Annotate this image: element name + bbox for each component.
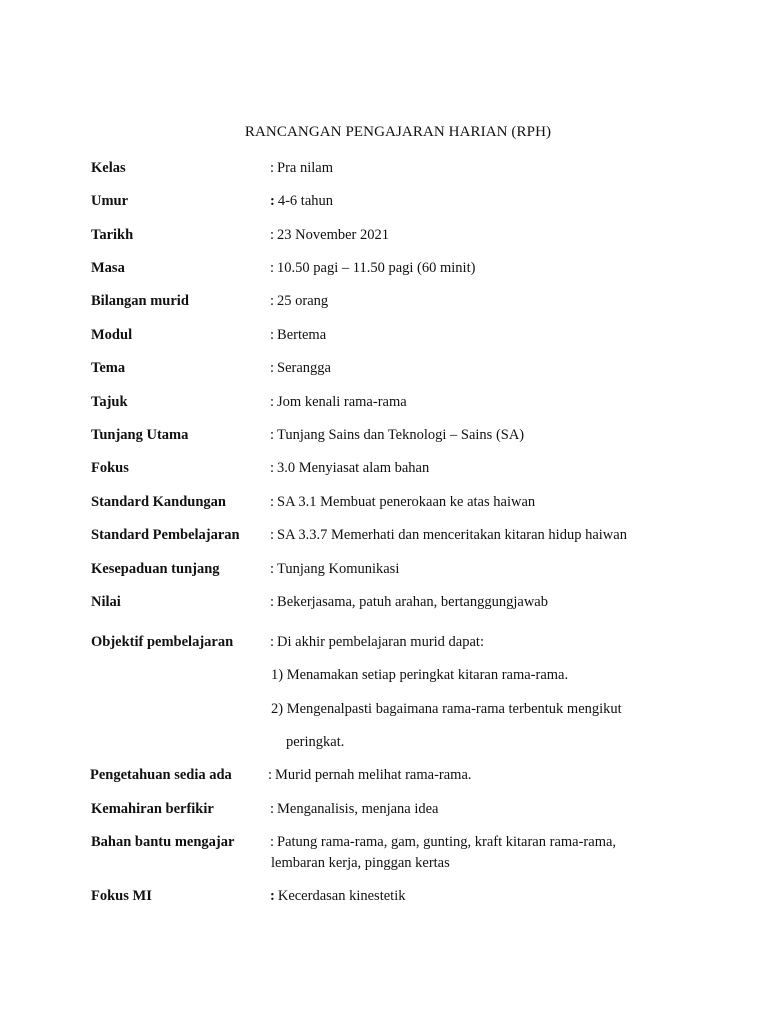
document-title: RANCANGAN PENGAJARAN HARIAN (RPH) — [244, 124, 552, 140]
field-value: : Murid pernah melihat rama-rama. — [268, 767, 472, 783]
field-row-objektif — [0, 634, 768, 656]
field-label: Nilai — [91, 594, 121, 610]
field-row-fokus-mi — [0, 888, 768, 910]
field-row-umur — [0, 193, 768, 215]
field-row-nilai — [0, 594, 768, 616]
field-row-bahan — [0, 834, 768, 856]
field-row-masa — [0, 260, 768, 282]
field-value: : Kecerdasan kinestetik — [270, 888, 406, 904]
field-label: Fokus — [91, 460, 129, 476]
field-value: : 25 orang — [270, 293, 329, 309]
objektif-item-2: 2) Mengenalpasti bagaimana rama-rama terbentuk mengikut — [271, 701, 622, 717]
field-label: Bahan bantu mengajar — [91, 834, 235, 850]
field-row-tunjang-utama — [0, 427, 768, 449]
field-label: Standard Pembelajaran — [91, 527, 240, 543]
field-row-fokus — [0, 460, 768, 482]
field-label: Tema — [91, 360, 126, 376]
field-value: : Di akhir pembelajaran murid dapat: — [270, 634, 484, 650]
field-value: : Pra nilam — [270, 160, 334, 176]
field-value: : Patung rama-rama, gam, gunting, kraft kitaran rama-rama, — [270, 834, 617, 850]
field-row-bilangan-murid — [0, 293, 768, 315]
field-value: : 23 November 2021 — [270, 227, 389, 243]
field-row-tajuk — [0, 394, 768, 416]
field-label: Umur — [91, 193, 129, 209]
field-value: : Bertema — [270, 327, 327, 343]
field-label: Tajuk — [91, 394, 128, 410]
field-row-tarikh — [0, 227, 768, 249]
bahan-continued: lembaran kerja, pinggan kertas — [271, 855, 450, 871]
field-label: Pengetahuan sedia ada — [90, 767, 232, 783]
field-row-kesepaduan-tunjang — [0, 561, 768, 583]
field-label: Kemahiran berfikir — [91, 801, 214, 817]
objektif-item-2-continued: peringkat. — [286, 734, 345, 750]
field-value: : 4-6 tahun — [270, 193, 334, 209]
field-value: : SA 3.1 Membuat penerokaan ke atas haiwan — [270, 494, 536, 510]
field-value: : Jom kenali rama-rama — [270, 394, 407, 410]
field-label: Kesepaduan tunjang — [91, 561, 220, 577]
field-row-tema — [0, 360, 768, 382]
field-label: Masa — [91, 260, 125, 276]
field-label: Tunjang Utama — [91, 427, 189, 443]
field-label: Standard Kandungan — [91, 494, 226, 510]
field-label: Bilangan murid — [91, 293, 189, 309]
field-label: Tarikh — [91, 227, 134, 243]
field-value: : Tunjang Sains dan Teknologi – Sains (SA) — [270, 427, 525, 443]
field-value: : Tunjang Komunikasi — [270, 561, 400, 577]
field-value: : Serangga — [270, 360, 331, 376]
field-label: Objektif pembelajaran — [91, 634, 234, 650]
objektif-item-1: 1) Menamakan setiap peringkat kitaran rama-rama. — [271, 667, 569, 683]
field-row-standard-pembelajaran — [0, 527, 768, 549]
field-row-kemahiran — [0, 801, 768, 823]
field-value: : 10.50 pagi – 11.50 pagi (60 minit) — [270, 260, 476, 276]
field-row-standard-kandungan — [0, 494, 768, 516]
field-value: : Bekerjasama, patuh arahan, bertanggungjawab — [270, 594, 548, 610]
field-value: : 3.0 Menyiasat alam bahan — [270, 460, 430, 476]
field-row-pengetahuan — [0, 767, 768, 789]
field-row-kelas — [0, 160, 768, 182]
field-value: : SA 3.3.7 Memerhati dan menceritakan kitaran hidup haiwan — [270, 527, 627, 543]
field-value: : Menganalisis, menjana idea — [270, 801, 439, 817]
field-label: Modul — [91, 327, 133, 343]
field-row-modul — [0, 327, 768, 349]
field-label: Fokus MI — [91, 888, 152, 904]
field-label: Kelas — [91, 160, 126, 176]
